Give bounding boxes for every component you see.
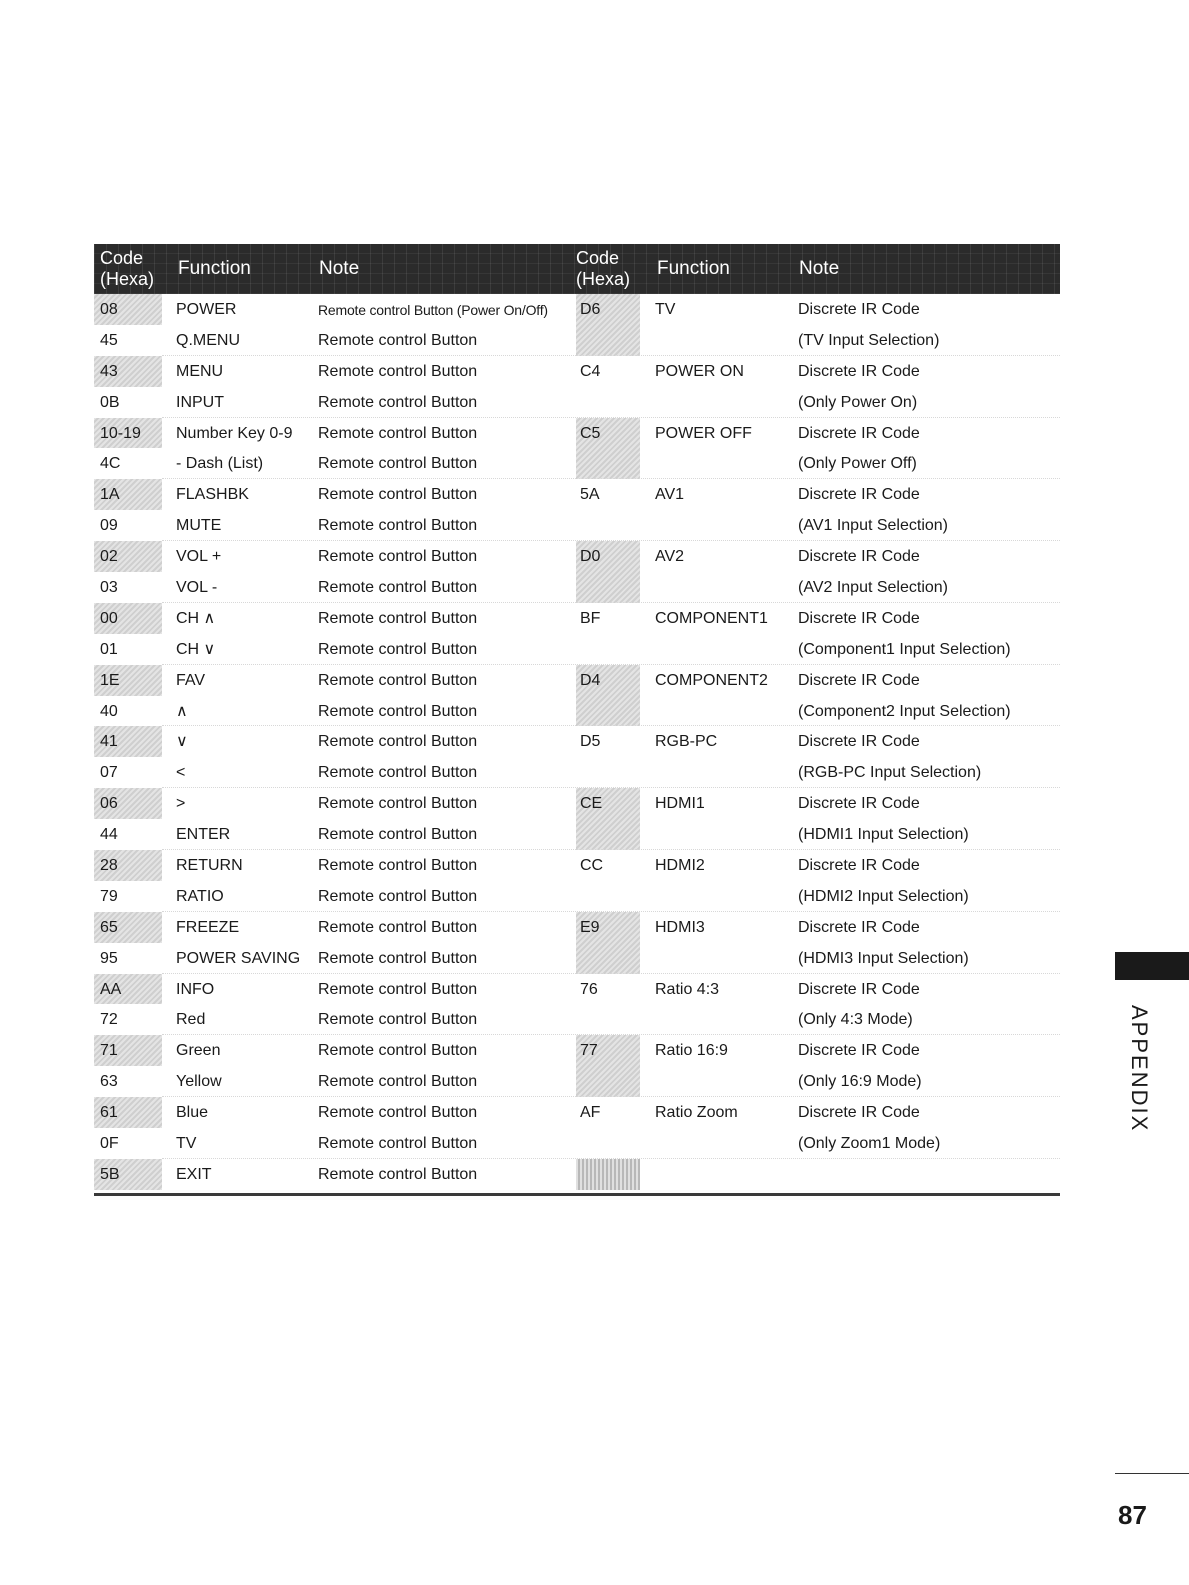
table-header bbox=[94, 244, 1060, 294]
function-cell: Green bbox=[176, 1042, 221, 1060]
note-cell: Remote control Button bbox=[318, 764, 478, 782]
note-cell: Remote control Button bbox=[318, 455, 478, 473]
note-cell: Discrete IR Code bbox=[798, 609, 920, 627]
note-cell: Remote control Button bbox=[318, 609, 478, 627]
code-cell: 61 bbox=[100, 1104, 118, 1122]
function-cell: RATIO bbox=[176, 887, 224, 905]
note-cell: Remote control Button bbox=[318, 579, 478, 597]
code-cell: C4 bbox=[580, 362, 601, 380]
table-row bbox=[94, 634, 1060, 665]
function-cell: > bbox=[176, 795, 186, 813]
table-row bbox=[94, 757, 1060, 788]
note-cell: Discrete IR Code bbox=[798, 548, 920, 566]
header-code-line2: (Hexa) bbox=[576, 269, 631, 289]
function-cell: ∧ bbox=[176, 702, 188, 720]
function-cell: ENTER bbox=[176, 826, 231, 844]
table-row bbox=[94, 1066, 1060, 1097]
function-cell: COMPONENT2 bbox=[655, 671, 768, 689]
code-cell: C5 bbox=[580, 424, 601, 442]
code-cell: 45 bbox=[100, 331, 118, 349]
code-cell: CC bbox=[580, 857, 604, 875]
code-cell: 41 bbox=[100, 733, 118, 751]
function-cell: CH ∧ bbox=[176, 609, 216, 627]
code-cell: E9 bbox=[580, 918, 600, 936]
code-cell: CE bbox=[580, 795, 603, 813]
note-cell: Discrete IR Code bbox=[798, 301, 920, 318]
note-cell: Remote control Button bbox=[318, 1135, 478, 1153]
code-cell: BF bbox=[580, 609, 601, 627]
note-cell: Remote control Button bbox=[318, 857, 478, 875]
header-code-line2: (Hexa) bbox=[100, 269, 155, 289]
code-cell: 00 bbox=[100, 609, 118, 627]
note-cell: Remote control Button bbox=[318, 548, 478, 566]
header-note-right: Note bbox=[799, 258, 840, 279]
function-cell: HDMI3 bbox=[655, 918, 705, 936]
table-row bbox=[94, 881, 1060, 912]
note-cell: Remote control Button (Power On/Off) bbox=[318, 302, 548, 318]
table-row bbox=[94, 294, 1060, 325]
function-cell: Number Key 0-9 bbox=[176, 424, 293, 442]
table-row bbox=[94, 541, 1060, 572]
note-cell: Discrete IR Code bbox=[798, 362, 920, 380]
code-cell: 4C bbox=[100, 455, 121, 473]
function-cell: POWER bbox=[176, 301, 237, 318]
code-cell: D6 bbox=[580, 301, 601, 318]
code-cell: 02 bbox=[100, 548, 118, 566]
note-cell: Remote control Button bbox=[318, 362, 478, 380]
function-cell: VOL + bbox=[176, 548, 222, 566]
function-cell: HDMI1 bbox=[655, 795, 705, 813]
code-cell: 10-19 bbox=[100, 424, 141, 442]
table-row bbox=[94, 572, 1060, 603]
function-cell: FLASHBK bbox=[176, 486, 249, 504]
header-code-line1: Code bbox=[100, 248, 144, 268]
table-row bbox=[94, 1097, 1060, 1128]
note-cell: Discrete IR Code bbox=[798, 486, 920, 504]
note-cell: Remote control Button bbox=[318, 424, 478, 442]
table-row bbox=[94, 788, 1060, 819]
function-cell: MUTE bbox=[176, 517, 222, 535]
note-cell: (HDMI1 Input Selection) bbox=[798, 826, 969, 844]
code-cell: 95 bbox=[100, 949, 118, 967]
table-row bbox=[94, 696, 1060, 727]
table-row bbox=[94, 387, 1060, 418]
function-cell: EXIT bbox=[176, 1165, 212, 1183]
code-cell: 03 bbox=[100, 579, 118, 597]
function-cell: MENU bbox=[176, 362, 224, 380]
note-cell: Remote control Button bbox=[318, 918, 478, 936]
header-code-right bbox=[576, 244, 630, 294]
code-cell: 0B bbox=[100, 393, 120, 411]
note-cell: Discrete IR Code bbox=[798, 857, 920, 875]
header-function-right: Function bbox=[657, 258, 730, 279]
function-cell: AV1 bbox=[655, 486, 685, 504]
note-cell: Remote control Button bbox=[318, 702, 478, 720]
note-cell: Remote control Button bbox=[318, 795, 478, 813]
function-cell: INPUT bbox=[176, 393, 224, 411]
table-row bbox=[94, 448, 1060, 479]
code-cell: 71 bbox=[100, 1042, 118, 1060]
note-cell: Remote control Button bbox=[318, 486, 478, 504]
note-cell: Remote control Button bbox=[318, 826, 478, 844]
code-cell: AF bbox=[580, 1104, 601, 1122]
function-cell: COMPONENT1 bbox=[655, 609, 768, 627]
function-cell: Ratio 4:3 bbox=[655, 980, 720, 998]
note-cell: Remote control Button bbox=[318, 733, 478, 751]
function-cell: FREEZE bbox=[176, 918, 240, 936]
function-cell: Q.MENU bbox=[176, 331, 240, 349]
table-row bbox=[94, 850, 1060, 881]
code-cell: 01 bbox=[100, 640, 118, 658]
note-cell: Discrete IR Code bbox=[798, 1104, 920, 1122]
note-cell: Remote control Button bbox=[318, 671, 478, 689]
table-row bbox=[94, 974, 1060, 1005]
table-row bbox=[94, 1004, 1060, 1035]
table-body bbox=[94, 294, 1060, 1190]
note-cell: Discrete IR Code bbox=[798, 795, 920, 813]
function-cell: - Dash (List) bbox=[176, 455, 264, 473]
function-cell: RETURN bbox=[176, 857, 243, 875]
code-cell: 1A bbox=[100, 486, 120, 504]
code-cell: 77 bbox=[580, 1042, 598, 1060]
note-cell: Discrete IR Code bbox=[798, 671, 920, 689]
note-cell: (Only Zoom1 Mode) bbox=[798, 1135, 941, 1153]
function-cell: AV2 bbox=[655, 548, 685, 566]
note-cell: Remote control Button bbox=[318, 1165, 478, 1183]
header-note-left: Note bbox=[319, 258, 360, 279]
table-row bbox=[94, 665, 1060, 696]
table-row bbox=[94, 726, 1060, 757]
function-cell: POWER OFF bbox=[655, 424, 752, 442]
code-cell: 5A bbox=[580, 486, 600, 504]
table-row bbox=[94, 819, 1060, 850]
note-cell: Discrete IR Code bbox=[798, 733, 920, 751]
code-cell: 63 bbox=[100, 1073, 118, 1091]
code-cell: 65 bbox=[100, 918, 118, 936]
code-cell: 06 bbox=[100, 795, 118, 813]
code-cell: 0F bbox=[100, 1135, 119, 1153]
code-cell: D0 bbox=[580, 548, 601, 566]
note-cell: (Only Power Off) bbox=[798, 455, 917, 473]
section-label: APPENDIX bbox=[1127, 1005, 1152, 1133]
code-cell: 40 bbox=[100, 702, 118, 720]
note-cell: Remote control Button bbox=[318, 517, 478, 535]
function-cell: POWER SAVING bbox=[176, 949, 301, 967]
code-cell: 72 bbox=[100, 1011, 118, 1029]
function-cell: HDMI2 bbox=[655, 857, 705, 875]
table-row bbox=[94, 356, 1060, 387]
table-row bbox=[94, 510, 1060, 541]
note-cell: (TV Input Selection) bbox=[798, 331, 940, 349]
function-cell: RGB-PC bbox=[655, 733, 718, 751]
appendix-tab-marker bbox=[1115, 952, 1189, 980]
header-code-line1: Code bbox=[576, 248, 620, 268]
code-cell: AA bbox=[100, 980, 122, 998]
function-cell: ∨ bbox=[176, 733, 188, 751]
note-cell: Remote control Button bbox=[318, 1011, 478, 1029]
table-row bbox=[94, 912, 1060, 943]
table-row bbox=[94, 479, 1060, 510]
header-function-left: Function bbox=[178, 258, 251, 279]
note-cell: (RGB-PC Input Selection) bbox=[798, 764, 982, 782]
table-row bbox=[94, 1159, 1060, 1190]
table-row bbox=[94, 418, 1060, 449]
note-cell: Discrete IR Code bbox=[798, 980, 920, 998]
note-cell: (HDMI2 Input Selection) bbox=[798, 887, 969, 905]
code-cell: 44 bbox=[100, 826, 118, 844]
note-cell: Remote control Button bbox=[318, 393, 478, 411]
function-cell: INFO bbox=[176, 980, 215, 998]
code-cell: 43 bbox=[100, 362, 118, 380]
note-cell: Remote control Button bbox=[318, 1104, 478, 1122]
note-cell: Remote control Button bbox=[318, 949, 478, 967]
note-cell: (AV2 Input Selection) bbox=[798, 579, 949, 597]
note-cell: Remote control Button bbox=[318, 1042, 478, 1060]
note-cell: (Component1 Input Selection) bbox=[798, 640, 1011, 658]
table-row bbox=[94, 943, 1060, 974]
code-cell: 08 bbox=[100, 301, 118, 318]
code-cell: 5B bbox=[100, 1165, 120, 1183]
code-cell: 76 bbox=[580, 980, 598, 998]
table-row bbox=[94, 325, 1060, 356]
table-row bbox=[94, 603, 1060, 634]
code-cell: 1E bbox=[100, 671, 120, 689]
function-cell: POWER ON bbox=[655, 362, 744, 380]
note-cell: (HDMI3 Input Selection) bbox=[798, 949, 969, 967]
code-cell-shading bbox=[576, 1159, 640, 1190]
note-cell: (Only 4:3 Mode) bbox=[798, 1011, 913, 1029]
note-cell: (Component2 Input Selection) bbox=[798, 702, 1011, 720]
function-cell: Blue bbox=[176, 1104, 209, 1122]
function-cell: TV bbox=[655, 301, 676, 318]
page-number: 87 bbox=[1118, 1500, 1147, 1530]
table-bottom-rule bbox=[94, 1193, 1060, 1196]
note-cell: Remote control Button bbox=[318, 331, 478, 349]
note-cell: Remote control Button bbox=[318, 887, 478, 905]
function-cell: VOL - bbox=[176, 579, 218, 597]
code-cell: 09 bbox=[100, 517, 118, 535]
function-cell: Ratio 16:9 bbox=[655, 1042, 728, 1060]
note-cell: Remote control Button bbox=[318, 640, 478, 658]
function-cell: Red bbox=[176, 1011, 206, 1029]
header-code-left bbox=[100, 244, 154, 294]
note-cell: Remote control Button bbox=[318, 980, 478, 998]
note-cell: Discrete IR Code bbox=[798, 424, 920, 442]
note-cell: (AV1 Input Selection) bbox=[798, 517, 949, 535]
function-cell: Yellow bbox=[176, 1073, 222, 1091]
page-number-rule bbox=[1115, 1473, 1189, 1474]
function-cell: < bbox=[176, 764, 186, 782]
function-cell: CH ∨ bbox=[176, 640, 216, 658]
note-cell: (Only 16:9 Mode) bbox=[798, 1073, 922, 1091]
function-cell: TV bbox=[176, 1135, 197, 1153]
code-cell: 79 bbox=[100, 887, 118, 905]
code-cell: 28 bbox=[100, 857, 118, 875]
ir-code-table bbox=[94, 244, 1060, 1190]
code-cell: 07 bbox=[100, 764, 118, 782]
table-row bbox=[94, 1128, 1060, 1159]
function-cell: FAV bbox=[176, 671, 206, 689]
function-cell: Ratio Zoom bbox=[655, 1104, 738, 1122]
code-cell: D4 bbox=[580, 671, 601, 689]
note-cell: (Only Power On) bbox=[798, 393, 918, 411]
note-cell: Discrete IR Code bbox=[798, 918, 920, 936]
note-cell: Remote control Button bbox=[318, 1073, 478, 1091]
table-row bbox=[94, 1035, 1060, 1066]
code-cell: D5 bbox=[580, 733, 601, 751]
note-cell: Discrete IR Code bbox=[798, 1042, 920, 1060]
